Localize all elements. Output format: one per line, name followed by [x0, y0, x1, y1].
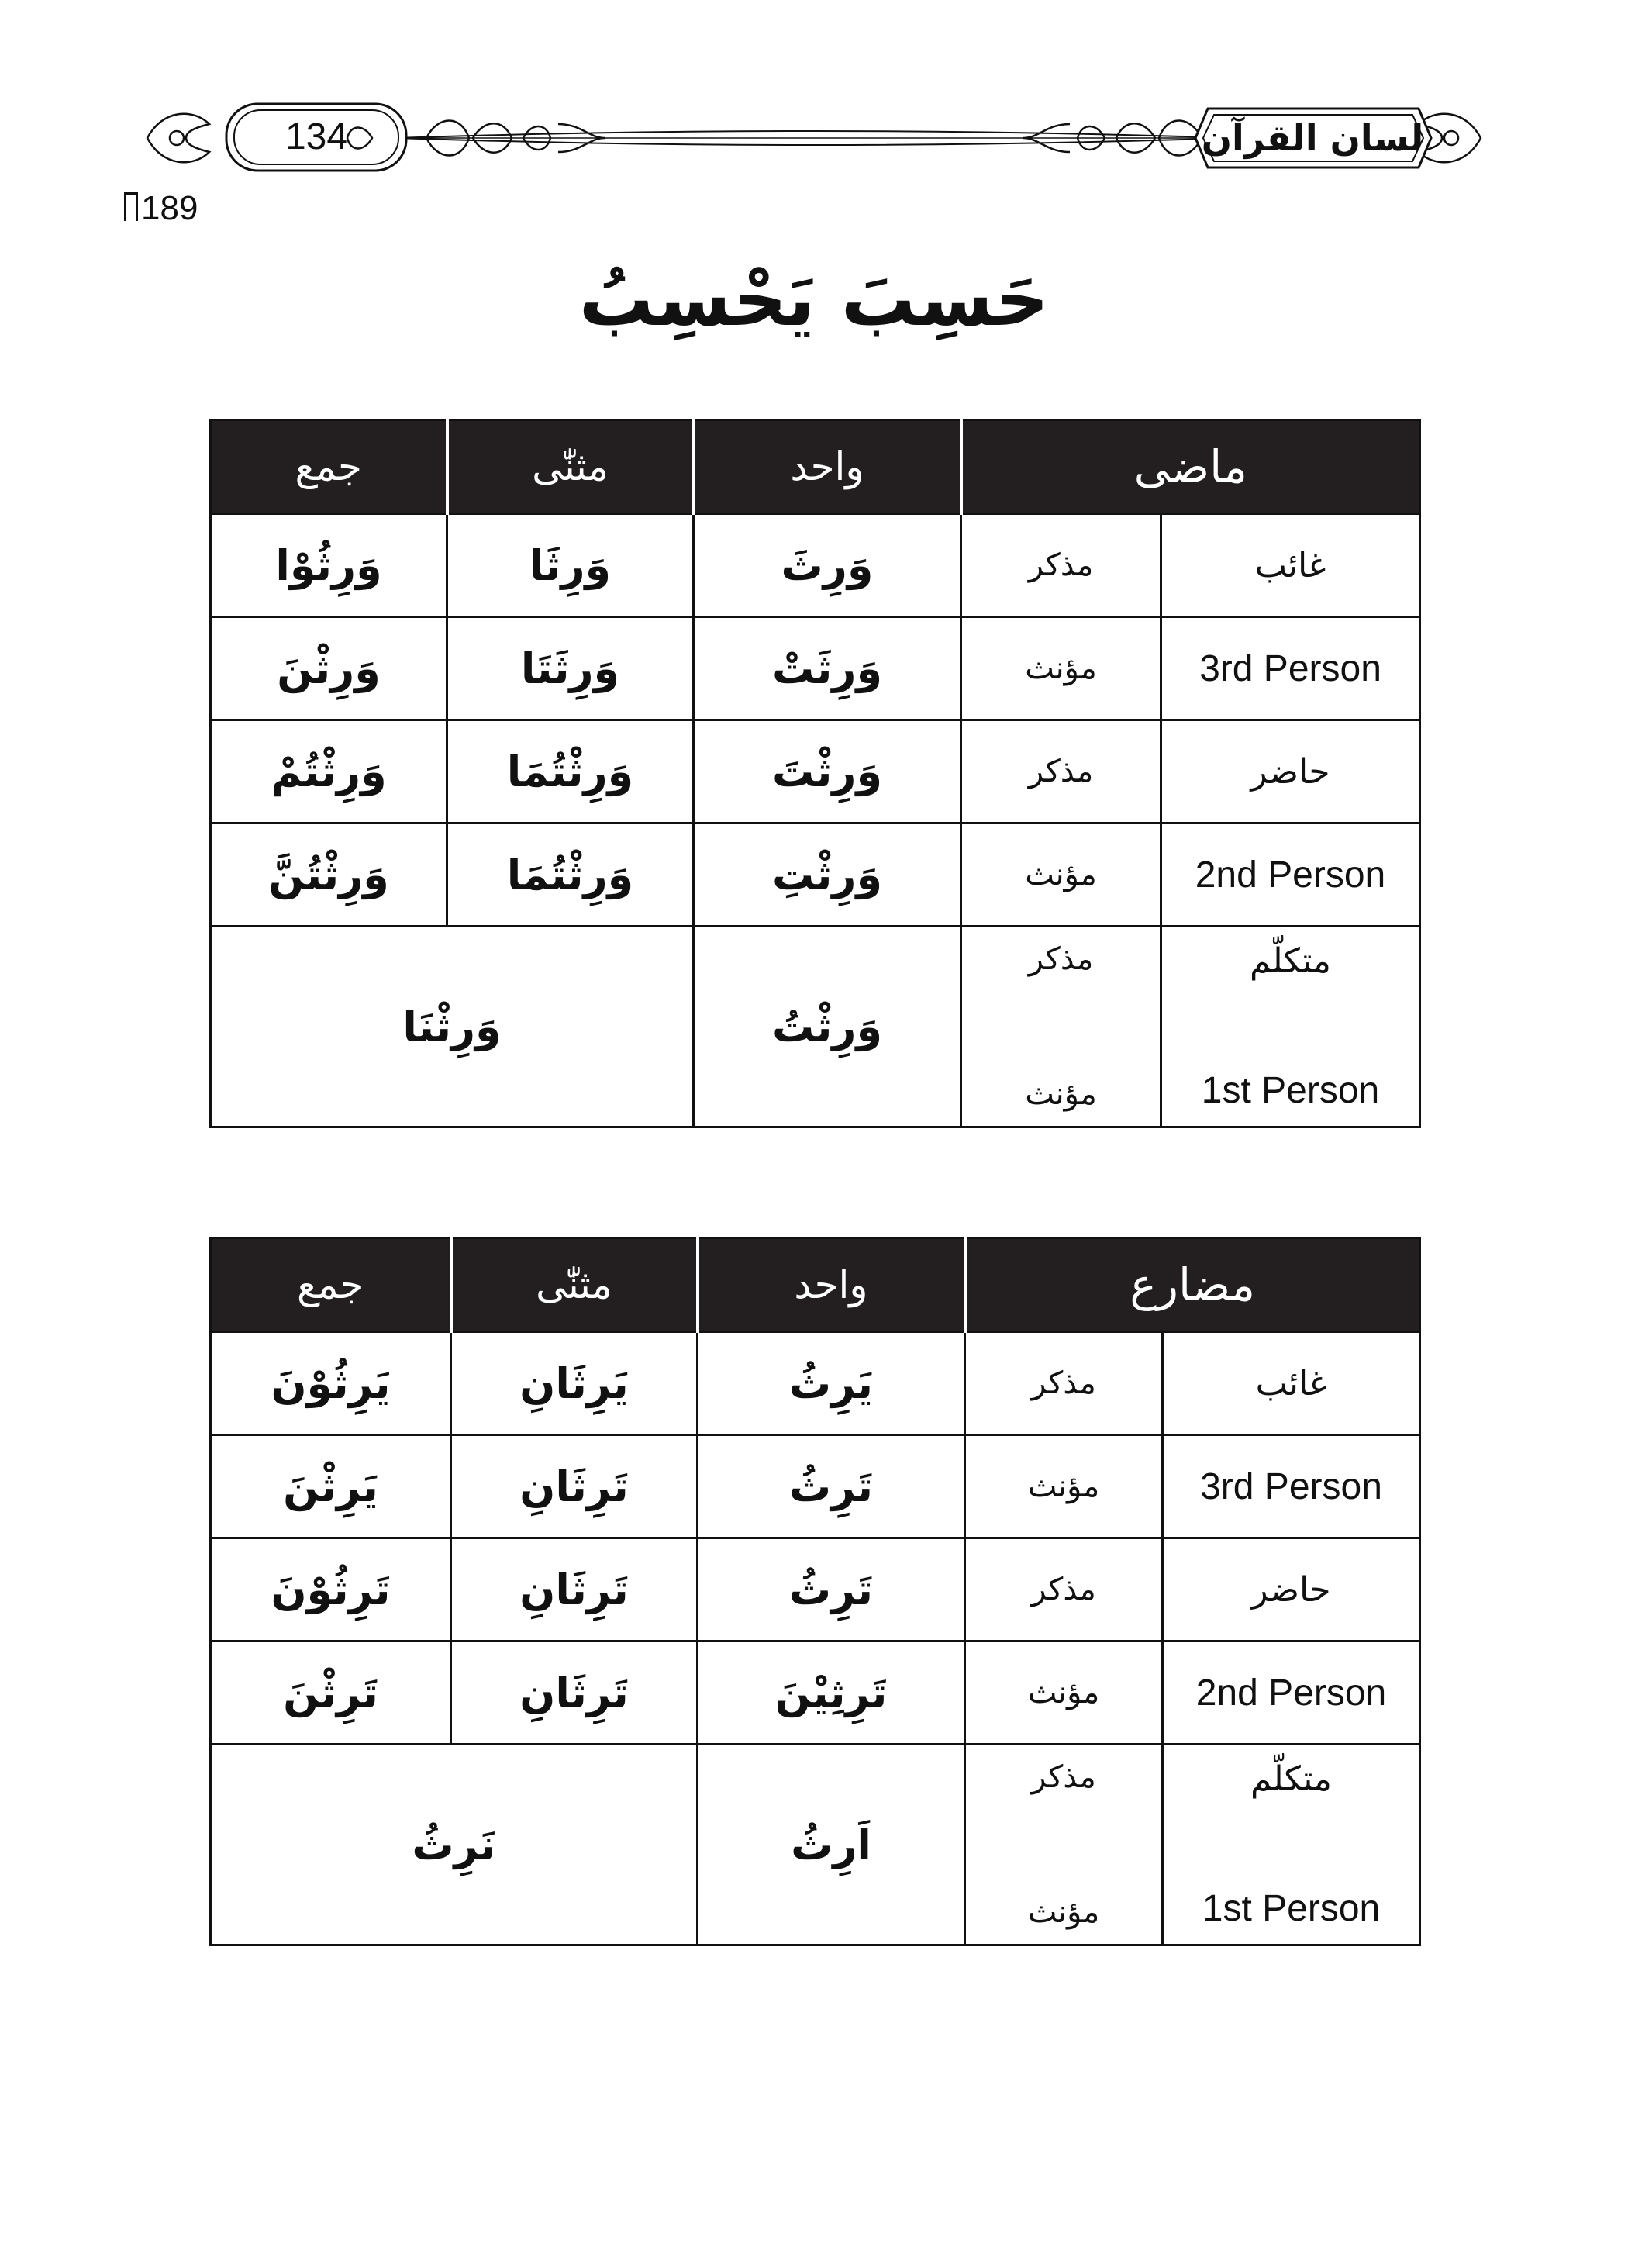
cell-wahid: تَرِثُ	[698, 1435, 965, 1538]
cell-gender: مذکر	[961, 720, 1161, 823]
cell-muthanna: تَرِثَانِ	[451, 1435, 698, 1538]
cell-wahid: تَرِثِيْنَ	[698, 1641, 965, 1745]
table-row	[211, 1332, 1420, 1435]
cell-muthanna: تَرِثَانِ	[451, 1538, 698, 1641]
gender-masculine: مذکر	[1028, 941, 1094, 977]
gender-feminine: مؤنث	[1025, 1076, 1097, 1112]
cell-gender: مؤنث	[961, 617, 1161, 720]
cell-plural: وَرِثْنَا	[211, 927, 694, 1127]
table-row-first-person	[211, 1745, 1420, 1945]
cell-jama: تَرِثُوْنَ	[211, 1538, 451, 1641]
cell-gender: مذکر	[965, 1332, 1163, 1435]
cell-gender: مؤنث	[965, 1641, 1163, 1745]
cell-jama: يَرِثْنَ	[211, 1435, 451, 1538]
cell-wahid: تَرِثُ	[698, 1538, 965, 1641]
table-row	[211, 720, 1420, 823]
cell-wahid: يَرِثُ	[698, 1332, 965, 1435]
side-page-number	[124, 189, 198, 228]
table-header-row	[211, 420, 1420, 514]
book-title: لسان القرآن	[1201, 117, 1424, 159]
gender-masculine: مذکر	[1031, 1759, 1096, 1795]
cell-person: 2nd Person	[1163, 1641, 1420, 1745]
cell-person: غائب	[1163, 1332, 1420, 1435]
cell-jama: يَرِثُوْنَ	[211, 1332, 451, 1435]
table-row	[211, 617, 1420, 720]
page-title: حَسِبَ يَحْسِبُ	[578, 256, 1050, 343]
cell-person	[1163, 1745, 1420, 1945]
page-header	[140, 93, 1488, 178]
cell-plural: نَرِثُ	[211, 1745, 698, 1945]
table-row	[211, 1435, 1420, 1538]
cell-gender: مذکر	[961, 514, 1161, 617]
cell-muthanna: تَرِثَانِ	[451, 1641, 698, 1745]
cell-person: حاضر	[1161, 720, 1420, 823]
cell-wahid: اَرِثُ	[698, 1745, 965, 1945]
tense-heading: مضارع	[965, 1238, 1420, 1332]
cell-jama: وَرِثْنَ	[211, 617, 447, 720]
table-header-row	[211, 1238, 1420, 1332]
table-row	[211, 1641, 1420, 1745]
cell-gender: مؤنث	[965, 1435, 1163, 1538]
column-muthanna: مثنّٰی	[451, 1238, 698, 1332]
cell-wahid: وَرِثْتُ	[694, 927, 961, 1127]
column-wahid: واحد	[698, 1238, 965, 1332]
person-label-en: 1st Person	[1201, 1070, 1380, 1111]
person-label-en: 1st Person	[1202, 1888, 1381, 1929]
cell-person: غائب	[1161, 514, 1420, 617]
cell-gender-pair	[961, 927, 1161, 1127]
marker-icon	[124, 192, 138, 221]
side-page-number-text: 189	[141, 189, 198, 227]
cell-wahid: وَرِثَتْ	[694, 617, 961, 720]
person-label: متکلّم	[1250, 1759, 1332, 1799]
cell-jama: وَرِثْتُمْ	[211, 720, 447, 823]
table-row	[211, 1538, 1420, 1641]
cell-muthanna: وَرِثْتُمَا	[447, 823, 694, 927]
cell-muthanna: يَرِثَانِ	[451, 1332, 698, 1435]
table-row-first-person	[211, 927, 1420, 1127]
cell-gender-pair	[965, 1745, 1163, 1945]
cell-muthanna: وَرِثَا	[447, 514, 694, 617]
cell-person: 3rd Person	[1161, 617, 1420, 720]
cell-person: 3rd Person	[1163, 1435, 1420, 1538]
table-row	[211, 514, 1420, 617]
cell-gender: مؤنث	[961, 823, 1161, 927]
cell-gender: مذکر	[965, 1538, 1163, 1641]
cell-jama: تَرِثْنَ	[211, 1641, 451, 1745]
gender-feminine: مؤنث	[1027, 1894, 1100, 1930]
cell-person	[1161, 927, 1420, 1127]
column-muthanna: مثنّٰی	[447, 420, 694, 514]
column-wahid: واحد	[694, 420, 961, 514]
cell-jama: وَرِثُوْا	[211, 514, 447, 617]
column-jama: جمع	[211, 1238, 451, 1332]
table-row	[211, 823, 1420, 927]
column-jama: جمع	[211, 420, 447, 514]
cell-wahid: وَرِثْتِ	[694, 823, 961, 927]
cell-jama: وَرِثْتُنَّ	[211, 823, 447, 927]
cell-muthanna: وَرِثَتَا	[447, 617, 694, 720]
cell-wahid: وَرِثَ	[694, 514, 961, 617]
page-number: 134	[285, 116, 348, 157]
mudari-table	[209, 1237, 1421, 1946]
cell-person: حاضر	[1163, 1538, 1420, 1641]
cell-wahid: وَرِثْتَ	[694, 720, 961, 823]
tense-heading: ماضی	[961, 420, 1420, 514]
cell-muthanna: وَرِثْتُمَا	[447, 720, 694, 823]
cell-person: 2nd Person	[1161, 823, 1420, 927]
person-label: متکلّم	[1250, 941, 1331, 981]
madi-table	[209, 419, 1421, 1128]
